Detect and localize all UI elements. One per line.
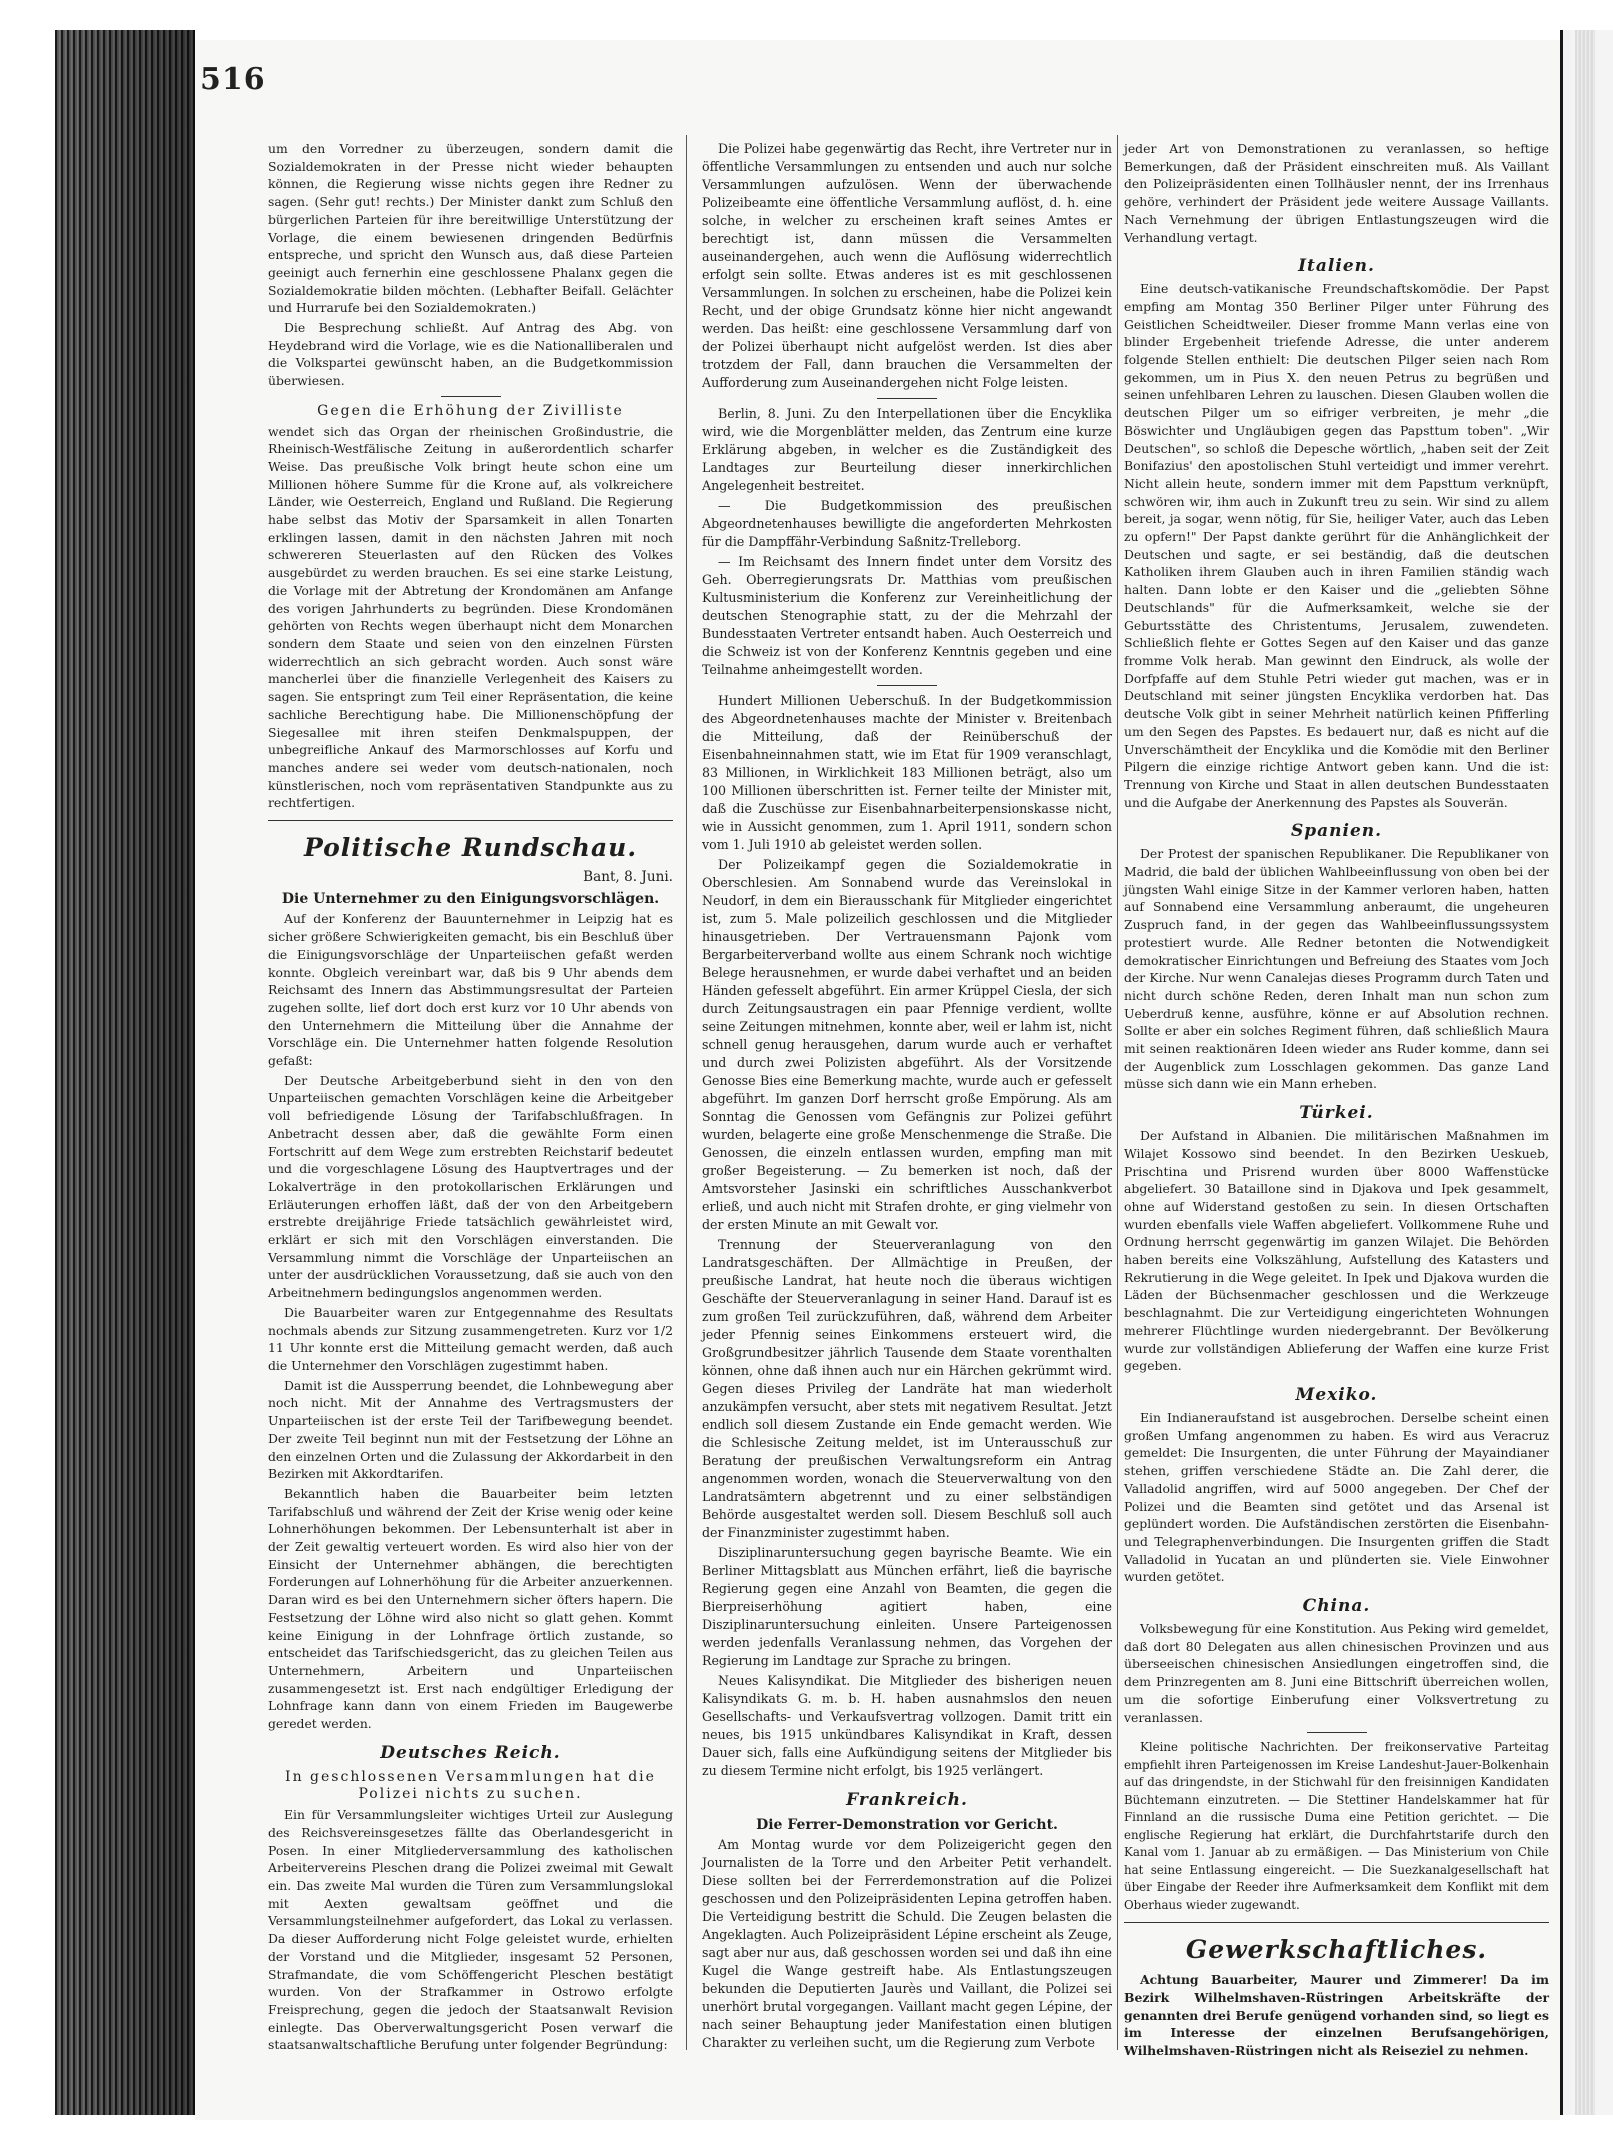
- article-paragraph: Volksbewegung für eine Konstitution. Aus Peking wird gemeldet, daß dort 80 Delegaten aus allen chinesischen Provinzen und aus überseeischen chinesischen Ansiedlungen eingetroffen sind, die dem Prinzregenten am 8. Juni eine Bittschrift überreichen wollen, um die sofortige Einberufung einer Volksvertretung zu veranlassen.: [1124, 1621, 1549, 1725]
- article-paragraph: Berlin, 8. Juni. Zu den Interpellationen über die Encyklika wird, wie die Morgenblätter melden, das Zentrum eine kurze Erklärung abgeben, in welcher es die Zuständigkeit des Landtages zur Beurteilung dieser innerkirchlichen Angelegenheit bestreitet.: [702, 406, 1112, 493]
- right-page-edge-lines: [1575, 30, 1595, 2115]
- article-paragraph: Trennung der Steuerveranlagung von den Landratsgeschäften. Der Allmächtige in Preußen, der preußische Landrat, hat heute noch die überaus wichtigen Geschäfte der Steuerveranlagung in seiner Hand. Darauf ist es zum großen Teil zurückzuführen, daß, während dem Arbeiter jeder Pfennig seines Einkommens ersteuert wird, die Großgrundbesitzer jährlich Tausende dem Staate vorenthalten können, ohne daß ihnen auch nur ein Härchen gekrümmt wird. Gegen dieses Privileg der Landräte hat man wiederholt anzukämpfen versucht, aber stets mit negativem Resultat. Jetzt endlich soll diesem Zustande ein Ende gemacht werden. Wie die Schlesische Zeitung meldet, ist im Unterausschuß zur Beratung der preußischen Verwaltungsreform ein Antrag angenommen worden, wonach die Steuerverwaltung von den Landratsämtern abgetrennt und zu einer selbständigen Behörde ausgestaltet werden soll. Diesem Beschluß soll auch der Finanzminister zugestimmt haben.: [702, 1237, 1112, 1540]
- separator: [441, 396, 501, 397]
- section-title: Deutsches Reich.: [380, 1742, 561, 1763]
- column-right: [1124, 140, 1549, 2062]
- section-title: Türkei.: [1299, 1103, 1374, 1124]
- article-heading: Die Ferrer-Demonstration vor Gericht.: [756, 1817, 1058, 1833]
- column-middle: [702, 140, 1112, 2054]
- article-paragraph: Kleine politische Nachrichten. Der freikonservative Parteitag empfiehlt ihren Parteigenossen im Kreise Landeshut-Jauer-Bolkenhain auf das dringendste, in der Stichwahl für den freisinnigen Kandidaten Büchtemann einzutreten. — Die Stettiner Handelskammer hat für Finnland an die russische Duma eine Petition gerichtet. — Die englische Regierung hat erklärt, die Durchfahrtstarife durch den Kanal vom 1. Januar ab zu ermäßigen. — Das Ministerium von Chile hat seine Entlassung eingereicht. — Die Suezkanalgesellschaft hat über Eingabe der Reeder ihre Aufmerksamkeit dem Konflikt mit dem Oberhaus wieder zugewandt.: [1124, 1740, 1549, 1912]
- column-divider: [686, 135, 687, 2050]
- article-heading: In geschlossenen Versammlungen hat die Polizei nichts zu suchen.: [285, 1768, 656, 1803]
- article-paragraph: Die Bauarbeiter waren zur Entgegennahme des Resultats nochmals abends zur Sitzung zusammengetreten. Kurz vor 1/2 11 Uhr konnte erst die Mitteilung gemacht werden, daß auch die Unternehmer den Vorschlägen zugestimmt haben.: [268, 1304, 673, 1373]
- separator: [1307, 1732, 1367, 1733]
- separator: [1124, 1922, 1549, 1923]
- column-divider: [1117, 135, 1118, 2050]
- article-paragraph: Der Protest der spanischen Republikaner. Die Republikaner von Madrid, die bald der üblichen Wahlbeeinflussung von oben bei der jüngsten Wahl einige Sitze in der Kammer verloren haben, hatten auf Sonnabend eine Versammlung anberaumt, die ungeheuren Zuspruch fand, in der gegen das Wahlbeeinflussungssystem protestiert wurde. Alle Redner betonten die Notwendigkeit demokratischer Einrichtungen und Befreiung des Staates vom Joch der Kirche. Nur wenn Canalejas dieses Programm durch Taten und nicht durch schöne Reden, deren Inhalt man nun schon zum Ueberdruß kenne, ausführe, könne er auf Absolution rechnen. Sollte er aber ein solches Regiment führen, daß schließlich Maura mit seinen reaktionären Ideen wieder ans Ruder komme, dann sei der Augenblick zum Losschlagen gekommen. Das ganze Land müsse sich dann wie ein Mann erheben.: [1124, 846, 1549, 1092]
- article-heading: Die Unternehmer zu den Einigungsvorschlägen.: [281, 890, 660, 907]
- section-title: Mexiko.: [1295, 1385, 1378, 1405]
- article-paragraph: um den Vorredner zu überzeugen, sondern damit die Sozialdemokraten in der Presse nicht wieder behaupten können, die Regierung wisse nichts gegen ihre Redner zu sagen. (Sehr gut! rechts.) Der Minister dankt zum Schluß den bürgerlichen Parteien für ihre bereitwillige Unterstützung der Vorlage, die einem bewiesenen dringenden Bedürfnis entspreche, und spricht den Wunsch aus, daß diese Parteien geeinigt auch fernerhin eine geschlossene Phalanx gegen die Sozialdemokratie bilden möchten. (Lebhafter Beifall. Gelächter und Hurrarufe bei den Sozialdemokraten.): [268, 141, 673, 316]
- section-title: Frankreich.: [846, 1790, 968, 1810]
- section-title: Gewerkschaftliches.: [1185, 1935, 1488, 1965]
- section-title: Politische Rundschau.: [303, 833, 638, 863]
- section-title: Spanien.: [1290, 821, 1383, 842]
- article-paragraph: Neues Kalisyndikat. Die Mitglieder des bisherigen neuen Kalisyndikats G. m. b. H. haben ausnahmslos den neuen Gesellschafts- und Verkaufsvertrag vollzogen. Damit tritt ein neues, bis 1915 unkündbares Kalisyndikat in Kraft, dessen Dauer sich, falls eine Aufkündigung seitens der Mitglieder bis zu diesem Termine nicht erfolgt, bis 1925 verlängert.: [702, 1673, 1112, 1778]
- article-paragraph: Eine deutsch-vatikanische Freundschaftskomödie. Der Papst empfing am Montag 350 Berliner Pilger unter Führung des Geistlichen Scheidtweiler. Dieser fromme Mann verlas eine von blinder Ergebenheit triefende Adresse, die unter anderem folgende Stellen enthielt: Die deutschen Pilger seien nach Rom gekommen, um in Pius X. den neuen Petrus zu begrüßen und seinen unfehlbaren Lehren zu lauschen. Diesen Glauben wollen die deutschen Pilger um so eifriger verbreiten, je mehr „die Böswichter und Ungläubigen gegen das Papsttum toben". „Wir Deutschen", so schloß die Depesche wörtlich, „haben seit der Zeit Bonifazius' den apostolischen Stuhl verteidigt und immer verehrt. Nicht allein heute, sondern immer mit dem Papsttum verknüpft, schwören wir, ihm auch in Zukunft treu zu sein. Wir sind zu allem bereit, ja sogar, wenn nötig, für Sie, heiliger Vater, auch das Leben zu opfern!" Der Papst dankte gerührt für die Anhänglichkeit der Deutschen und sagte, er sei beständig, daß die deutschen Katholiken ihrem Glauben auch in ihren Familien ständig wach halten. Dann lobte er den Kaiser und die „geliebten Söhne Deutschlands" für die Aufmerksamkeit, welche sie der Geburtsstätte des Christentums, Jerusalem, zuwendeten. Schließlich flehte er Gottes Segen auf den Kaiser und das ganze fromme Volk herab. Man gewinnt den Eindruck, als wolle der Dorfpfaffe auf dem Stuhle Petri wieder gut machen, was er in Deutschland mit seiner jüngsten Encyklika verdorben hat. Das deutsche Volk gibt in seiner Mehrheit natürlich keinen Pfifferling um den Segen des Papstes. Es bedauert nur, daß es nicht auf die Unverschämtheit der Encyklika und die Komödie mit den Berliner Pilgern die einzige richtige Antwort geben kann. Und die ist: Trennung von Kirche und Staat in allen deutschen Bundesstaaten und die Aufgabe der Anerkennung des Papstes als Souverän.: [1124, 281, 1549, 810]
- dateline: Bant, 8. Juni.: [583, 869, 673, 886]
- article-heading: Gegen die Erhöhung der Zivilliste: [317, 402, 624, 419]
- article-paragraph: — Im Reichsamt des Innern findet unter dem Vorsitz des Geh. Oberregierungsrats Dr. Matthias vom preußischen Kultusministerium die Konferenz zur Vereinheitlichung der deutschen Stenographie statt, zu der die Mehrzahl der Bundesstaaten Vertreter entsandt haben. Auch Oesterreich und die Schweiz ist von der Konferenz Kenntnis gegeben und eine Teilnahme anheimgestellt worden.: [702, 554, 1112, 677]
- article-paragraph: Auf der Konferenz der Bauunternehmer in Leipzig hat es sicher größere Schwierigkeiten gemacht, bis ein Beschluß über die Einigungsvorschläge der Unparteiischen gefaßt werden konnte. Obgleich vereinbart war, daß bis 9 Uhr abends dem Reichsamt des Innern das Abstimmungsresultat der Parteien zugehen sollte, lief dort doch erst kurz vor 10 Uhr abends von den Unternehmern die Mitteilung über die Annahme der Vorschläge ein. Die Unternehmer hatten folgende Resolution gefaßt:: [268, 911, 673, 1069]
- article-paragraph: Die Besprechung schließt. Auf Antrag des Abg. von Heydebrand wird die Vorlage, wie es die Nationalliberalen und die Volkspartei gewünscht haben, an die Budgetkommission überwiesen.: [268, 320, 673, 389]
- article-paragraph: Die Polizei habe gegenwärtig das Recht, ihre Vertreter nur in öffentliche Versammlungen zu entsenden und auch nur solche Versammlungen aufzulösen. Wenn der überwachende Polizeibeamte eine öffentliche Versammlung auflöst, d. h. eine solche, in welcher zu erscheinen kraft seines Amtes er berechtigt ist, dann müssen die Versammelten auseinandergehen, auch wenn die Auflösung widerrechtlich erfolgt sein sollte. Etwas anderes ist es mit geschlossenen Versammlungen. In solchen zu erscheinen, habe die Polizei kein Recht, und der obige Grundsatz könne hier nicht angewandt werden. Das heißt: eine geschlossene Versammlung darf von der Polizei überhaupt nicht aufgelöst werden. Ist dies aber trotzdem der Fall, dann brauchen die Versammelten der Aufforderung zum Auseinandergehen nicht Folge leisten.: [702, 141, 1112, 390]
- article-paragraph: — Die Budgetkommission des preußischen Abgeordnetenhauses bewilligte die angeforderten Mehrkosten für die Dampffähr-Verbindung Saßnitz-Trelleborg.: [702, 498, 1112, 549]
- article-paragraph: wendet sich das Organ der rheinischen Großindustrie, die Rheinisch-Westfälische Zeitung in außerordentlich scharfer Weise. Das preußische Volk bringt heute schon eine um Millionen höhere Summe für die Krone auf, als volkreichere Länder, wie Oesterreich, England und Rußland. Die Regierung habe selbst das Motiv der Sparsamkeit in allen Tonarten erklingen lassen, damit in den nächsten Jahren mit noch schwereren Steuerlasten auf den Rücken des Volkes ausgebürdet zu werden brauchen. Es sei eine starke Leistung, die Vorlage mit der Abtretung der Krondomänen am Anfange des vorigen Jahrhunderts zu begründen. Diese Krondomänen gehörten von Rechts wegen überhaupt nicht dem Monarchen sondern dem Staate und seien von den einzelnen Fürsten widerrechtlich an sich gebracht worden. Auch sonst wäre mancherlei über die finanzielle Verlegenheit des Kaisers zu sagen. Sie entspringt zum Teil einer Repräsentation, die keine sachliche Berechtigung habe. Die Millionenschöpfung der Siegesallee mit ihren steifen Denkmalspuppen, der unbegreifliche Ankauf des Marmorschlosses auf Korfu und manches andere sei weder vom deutsch-nationalen, noch künstlerischen, noch vom repräsentativen Standpunkte aus zu rechtfertigen.: [268, 423, 673, 811]
- separator: [877, 685, 937, 686]
- article-paragraph: Der Polizeikampf gegen die Sozialdemokratie in Oberschlesien. Am Sonnabend wurde das Vereinslokal in Neudorf, in dem ein Bierausschank für Mitglieder eingerichtet ist, zum 5. Male polizeilich geschlossen und die Mitglieder hinausgetrieben. Der Vertrauensmann Pajonk vom Bergarbeiterverband wollte aus einem Schrank noch wichtige Belege herausnehmen, er wurde dabei verhaftet und an beiden Händen gefesselt abgeführt. Ein armer Krüppel Ciesla, der sich durch Zeitungsaustragen ein paar Pfennige verdient, wollte seine Zeitungen mitnehmen, konnte aber, weil er lahm ist, nicht schnell genug herausgehen, darum wurde auch er verhaftet und durch zwei Polizisten abgeführt. Als der Vorsitzende Genosse Bies eine Bemerkung machte, wurde auch er gefesselt abgeführt. Im ganzen Dorf herrscht große Empörung. Als am Sonntag die Genossen vom Gefängnis zur Polizei geführt wurden, belagerte eine große Menschenmenge die Straße. Die Genossen, die einzeln entlassen wurden, empfing man mit großer Begeisterung. — Zu bemerken ist noch, daß der Amtsvorsteher Jasinski ein schriftliches Ausschankverbot erließ, und auch nicht mit Strafen drohte, er ging vielmehr von der ersten Minute an mit Gewalt vor.: [702, 857, 1112, 1232]
- separator: [268, 820, 673, 821]
- article-paragraph: Damit ist die Aussperrung beendet, die Lohnbewegung aber noch nicht. Mit der Annahme des Vertragsmusters der Unparteiischen ist der erste Teil der Tarifbewegung beendet. Der zweite Teil beginnt nun mit der Festsetzung der Löhne an den einzelnen Orten und die Zulassung der Akkordarbeit in den Bezirken mit Akkordtarifen.: [268, 1377, 673, 1482]
- article-paragraph: Ein für Versammlungsleiter wichtiges Urteil zur Auslegung des Reichsvereinsgesetzes fällte das Oberlandesgericht in Posen. In einer Mitgliederversammlung des katholischen Arbeitervereins Pleschen drang die Polizei zweimal mit Gewalt ein. Das zweite Mal wurden die Türen zum Versammlungslokal mit Aexten gewaltsam geöffnet und die Versammlungsteilnehmer aufgefordert, das Lokal zu verlassen. Da dieser Aufforderung nicht Folge geleistet wurde, erhielten der Vorstand und die Mitglieder, insgesamt 52 Personen, Strafmandate, die vom Schöffengericht Pleschen bestätigt wurden. Von der Strafkammer in Ostrowo erfolgte Freisprechung, gegen die jedoch der Staatsanwalt Revision einlegte. Das Oberverwaltungsgericht Posen verwarf die staatsanwaltschaftliche Berufung unter folgender Begründung:: [268, 1807, 673, 2053]
- article-paragraph: Am Montag wurde vor dem Polizeigericht gegen den Journalisten de la Torre und den Arbeiter Petit verhandelt. Diese sollten bei der Ferrerdemonstration auf die Polizei geschossen und den Polizeipräsidenten Lepina getroffen haben. Die Verteidigung bestritt die Schuld. Die Zeugen belasten die Angeklagten. Auch Polizeipräsident Lépine erscheint als Zeuge, sagt aber nur aus, daß geschossen worden sei und daß ihn eine Kugel die Wange gestreift habe. Als Entlastungszeugen bekunden die Deputierten Jaurès und Vaillant, die Polizei sei unerhört brutal vorgegangen. Vaillant macht gegen Lépine, der nach seiner Behauptung jeder Manifestation einen blutigen Charakter zu verleihen sucht, um die Regierung zum Verbote: [702, 1837, 1112, 2050]
- page-number: 516: [200, 62, 266, 97]
- section-title: China.: [1302, 1596, 1371, 1617]
- article-paragraph: Disziplinaruntersuchung gegen bayrische Beamte. Wie ein Berliner Mittagsblatt aus München erfährt, ließ die bayrische Regierung gegen eine Anzahl von Beamten, die gegen die Bierpreiserhöhung agitiert haben, eine Disziplinaruntersuchung einleiten. Unsere Parteigenossen werden jedenfalls Veranlassung nehmen, das Vorgehen der Regierung im Landtage zur Sprache zu bringen.: [702, 1545, 1112, 1668]
- section-title: Italien.: [1298, 256, 1375, 277]
- article-paragraph: Der Aufstand in Albanien. Die militärischen Maßnahmen im Wilajet Kossowo sind beendet. In den Bezirken Ueskueb, Prischtina und Prisrend wurden über 8000 Waffenstücke abgeliefert. 30 Bataillone sind in Djakova und Ipek gesammelt, ohne auf Widerstand gestoßen zu sein. In diesen Ortschaften wurden ebenfalls viele Waffen abgeliefert. Vollkommene Ruhe und Ordnung herrscht gegenwärtig im ganzen Wilajet. Die Behörden haben bereits eine Volkszählung, Aufstellung des Katasters und Rekrutierung in die Wege geleitet. In Ipek und Djakova wurden die Läden der Büchsenmacher geschlossen und die Werkzeuge beschlagnahmt. Die zur Verteidigung eingerichteten Wohnungen mehrerer Flüchtlinge wurden niedergebrannt. Der Bevölkerung wurde zur vollständigen Ablieferung der Waffen eine kurze Frist gegeben.: [1124, 1128, 1549, 1374]
- binding-shadow: [55, 30, 195, 2115]
- article-paragraph: Der Deutsche Arbeitgeberbund sieht in den von den Unparteiischen gemachten Vorschlägen keine die Arbeitgeber voll befriedigende Lösung der Tarifabschlußfragen. In Anbetracht dessen aber, daß die gewählte Form einen Fortschritt auf dem Wege zum erstrebten Reichstarif bedeutet und die vorgeschlagene Lösung des Hauptvertrages und der Lokalverträge in den protokollarischen Erklärungen und Erläuterungen erhoffen läßt, daß der von den Arbeitgebern erstrebte dreijährige Friede tatsächlich gewährleistet wird, erklärt er sich mit den Vorschlägen einverstanden. Die Versammlung nimmt die Vorschläge der Unparteiischen an unter der ausdrücklichen Voraussetzung, daß sie auch von den Arbeitnehmern bedingungslos angenommen werden.: [268, 1072, 673, 1301]
- article-paragraph: jeder Art von Demonstrationen zu veranlassen, so heftige Bemerkungen, daß der Präsident einschreiten muß. Als Vaillant den Polizeipräsidenten einen Tollhäusler nennt, der ins Irrenhaus gehöre, verhindert der Präsident jede weitere Aussage Vaillants. Nach Vernehmung der übrigen Entlastungszeugen wird die Verhandlung vertagt.: [1124, 141, 1549, 245]
- article-paragraph: Ein Indianeraufstand ist ausgebrochen. Derselbe scheint einen großen Umfang angenommen zu haben. Es wird aus Veracruz gemeldet: Die Insurgenten, die unter Führung der Mayaindianer stehen, griffen verschiedene Städte an. Die Zahl derer, die Valladolid angriffen, wird auf 5000 angegeben. Der Chef der Polizei und die Beamten sind getötet und das Arsenal ist geplündert worden. Die Aufständischen zerstörten die Eisenbahn- und Telegraphenverbindungen. Die Insurgenten griffen die Stadt Valladolid in Yucatan an und plünderten sie. Viele Einwohner wurden getötet.: [1124, 1410, 1549, 1585]
- column-left: [268, 140, 673, 2056]
- left-margin: [0, 0, 55, 2155]
- article-paragraph: Bekanntlich haben die Bauarbeiter beim letzten Tarifabschluß und während der Zeit der Krise wenig oder keine Lohnerhöhungen bekommen. Der Lebensunterhalt ist aber in der Zeit gewaltig verteuert worden. Es wird also hier von der Einsicht der Unternehmer abhängen, die berechtigten Forderungen auf Lohnerhöhung für die Arbeiter anzuerkennen. Daran wird es bei den Unternehmern sicher öfters hapern. Die Festsetzung der Löhne wird also nicht so glatt gehen. Kommt keine Einigung in der Lohnfrage örtlich zustande, so entscheidet das Tarifschiedsgericht, das zu gleichen Teilen aus Unternehmern, Arbeitern und Unparteiischen zusammengesetzt ist. Erst nach endgültiger Erledigung der Lohnfrage kann dann von einem Frieden im Baugewerbe geredet werden.: [268, 1485, 673, 1732]
- article-paragraph: Achtung Bauarbeiter, Maurer und Zimmerer! Da im Bezirk Wilhelmshaven-Rüstringen Arbeitskräfte der genannten drei Berufe genügend vorhanden sind, so liegt es im Interesse der einzelnen Berufsangehörigen, Wilhelmshaven-Rüstringen nicht als Reiseziel zu nehmen.: [1124, 1972, 1549, 2059]
- article-paragraph: Hundert Millionen Ueberschuß. In der Budgetkommission des Abgeordnetenhauses machte der Minister v. Breitenbach die Mitteilung, daß der Reinüberschuß der Eisenbahneinnahmen statt, wie im Etat für 1909 veranschlagt, 83 Millionen, in Wirklichkeit 183 Millionen beträgt, also um 100 Millionen überschritten ist. Ferner teilte der Minister mit, daß die Zuschüsse zur Eisenbahnarbeiterpensionskasse nicht, wie in Aussicht genommen, zum 1. April 1911, sondern schon vom 1. Juli 1910 ab geleistet werden sollen.: [702, 693, 1112, 852]
- separator: [877, 398, 937, 399]
